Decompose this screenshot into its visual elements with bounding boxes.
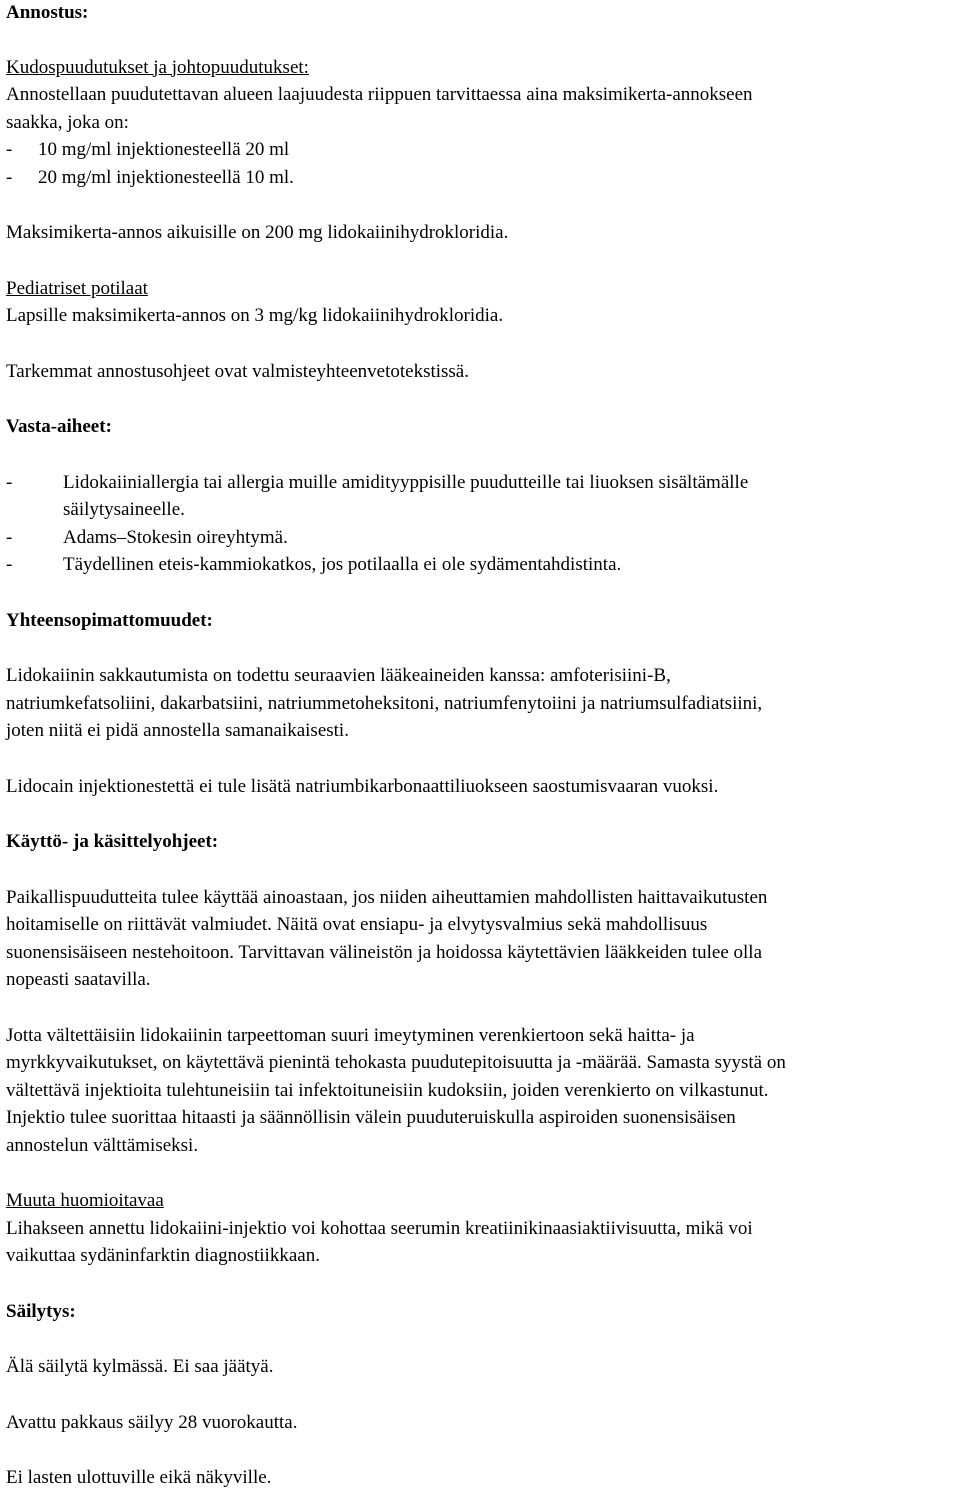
dosage-heading: Annostus:: [6, 2, 89, 23]
handling-paragraph-line: vältettävä injektioita tulehtuneisiin tai infektoituneisiin kudoksiin, joiden verenkierto on vilkastunut.: [6, 1079, 769, 1101]
contraindication-item: - Adams–Stokesin oireyhtymä.: [6, 526, 288, 548]
handling-paragraph-line: Injektio tulee suorittaa hitaasti ja säännöllisin välein puuduteruiskulla aspiroiden suonensisäisen: [6, 1107, 736, 1128]
more-info-text: Tarkemmat annostusohjeet ovat valmisteyhteenvetotekstissä.: [6, 360, 469, 382]
dosage-intro-line-2: saakka, joka on:: [6, 111, 129, 133]
dosage-subheading: Kudospuudutukset ja johtopuudutukset:: [6, 56, 309, 78]
handling-heading: Käyttö- ja käsittelyohjeet:: [6, 831, 219, 852]
contraindication-item: - Täydellinen eteis-kammiokatkos, jos potilaalla ei ole sydämentahdistinta.: [6, 554, 622, 575]
incompatibilities-paragraph-line: natriumkefatsoliini, dakarbatsiini, natriummetoheksitoni, natriumfenytoiini ja natriumsulfadiatsiini,: [6, 692, 763, 714]
handling-paragraph-line: nopeasti saatavilla.: [6, 969, 151, 990]
storage-line: Älä säilytä kylmässä. Ei saa jäätyä.: [6, 1356, 274, 1377]
other-notes-line: vaikuttaa sydäninfarktin diagnostiikkaan.: [6, 1245, 320, 1266]
handling-paragraph-line: annostelun välttämiseksi.: [6, 1134, 199, 1156]
incompatibilities-paragraph-line: joten niitä ei pidä annostella samanaikaisesti.: [6, 720, 349, 741]
contraindications-heading: Vasta-aiheet:: [6, 416, 112, 437]
contraindication-item-continuation: säilytysaineelle.: [63, 499, 185, 520]
handling-paragraph-line: myrkkyvaikutukset, on käytettävä pienintä tehokasta puudutepitoisuutta ja -määrää. Samasta syystä on: [6, 1052, 786, 1073]
incompatibilities-paragraph-2: Lidocain injektionestettä ei tule lisätä natriumbikarbonaattiliuokseen saostumisvaaran vuoksi.: [6, 775, 719, 797]
handling-paragraph-line: Paikallispuudutteita tulee käyttää ainoastaan, jos niiden aiheuttamien mahdollisten haittavaikutusten: [6, 886, 768, 908]
dosage-list-item: - 10 mg/ml injektionesteellä 20 ml: [6, 139, 290, 160]
other-notes-heading: Muuta huomioitavaa: [6, 1190, 164, 1211]
dosage-list-item: - 20 mg/ml injektionesteellä 10 ml.: [6, 166, 294, 188]
incompatibilities-heading: Yhteensopimattomuudet:: [6, 609, 213, 631]
contraindication-item: - Lidokaiiniallergia tai allergia muille amidityyppisille puudutteille tai liuoksen sisältämälle: [6, 471, 749, 493]
max-dose-text: Maksimikerta-annos aikuisille on 200 mg lidokaiinihydrokloridia.: [6, 222, 509, 243]
pediatric-text: Lapsille maksimikerta-annos on 3 mg/kg lidokaiinihydrokloridia.: [6, 305, 504, 326]
handling-paragraph-line: suonensisäiseen nestehoitoon. Tarvittavan välineistön ja hoidossa käytettävien lääkkeiden tulee olla: [6, 941, 763, 963]
storage-line: Ei lasten ulottuville eikä näkyville.: [6, 1467, 272, 1488]
storage-heading: Säilytys:: [6, 1300, 76, 1322]
other-notes-line: Lihakseen annettu lidokaiini-injektio voi kohottaa seerumin kreatiinikinaasiaktiivisuutta, mikä voi: [6, 1217, 753, 1239]
handling-paragraph-line: Jotta vältettäisiin lidokaiinin tarpeettoman suuri imeytyminen verenkiertoon sekä haitta- ja: [6, 1024, 695, 1046]
incompatibilities-paragraph-line: Lidokaiinin sakkautumista on todettu seuraavien lääkeaineiden kanssa: amfoterisiini-B,: [6, 665, 671, 686]
handling-paragraph-line: hoitamiselle on riittävät valmiudet. Näitä ovat ensiapu- ja elvytysvalmius sekä mahdollisuus: [6, 914, 708, 935]
pediatric-heading: Pediatriset potilaat: [6, 277, 148, 299]
storage-line: Avattu pakkaus säilyy 28 vuorokautta.: [6, 1411, 298, 1433]
document-page: [6, 0, 956, 1492]
dosage-intro-line-1: Annostellaan puudutettavan alueen laajuudesta riippuen tarvittaessa aina maksimikerta-annokseen: [6, 84, 753, 105]
